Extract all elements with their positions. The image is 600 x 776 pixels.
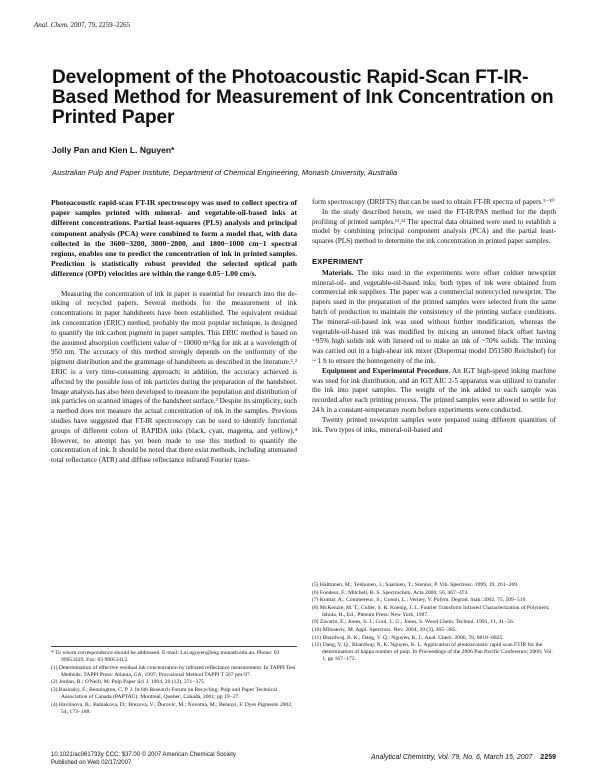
doi-line: 10.1021/ac061733y CCC: $37.00 © 2007 American Chemical Society bbox=[51, 752, 236, 758]
journal-issue: Analytical Chemistry, Vol. 79, No. 6, March 15, 2007 bbox=[370, 754, 533, 761]
affiliation: Australian Pulp and Paper Institute, Department of Chemical Engineering, Monash University, Australia bbox=[52, 168, 398, 177]
reference-item: (10) Milosevic, M. Appl. Spectrosc. Rev. 2004, 39 (3), 365−385. bbox=[312, 627, 457, 634]
published-line: Published on Web 02/17/2007 bbox=[51, 759, 132, 766]
reference-item: (9) Zavarin, E.; Jones, S. J.; Cool, L. G.; Jones, S. Wood Chem. Technol. 1991, 11, 41−56. bbox=[312, 619, 515, 626]
footer-left bbox=[51, 752, 236, 767]
body-paragraph: form spectroscopy (DRIFTS) that can be used to obtain FT-IR spectra of papers.⁵⁻¹⁰ bbox=[312, 198, 555, 206]
right-column bbox=[312, 198, 556, 435]
reference-item: (11) Bhardwaj, B. K.; Dang, V. Q.; Nguyen, K. L. Anal. Chem. 2006, 78, 6818−6825. bbox=[312, 634, 504, 641]
running-head bbox=[34, 21, 130, 29]
page-number: 2259 bbox=[540, 754, 556, 761]
section-heading: EXPERIMENT bbox=[312, 256, 364, 266]
reference-item: (4) Havlínova, B.; Babiakova, D.; Brezova, V.; Ďurovic, M.; Novotna, M.; Belanyi, F. Dyes Pigments 2002, 54, 173−188. bbox=[51, 701, 293, 715]
article-title: Development of the Photoacoustic Rapid-Scan FT-IR-Based Method for Measurement of Ink Concentration on Printed Paper bbox=[52, 67, 554, 128]
paragraph-text: The inks used in the experiments were offset coldset newsprint mineral-oil- and vegetable-oil-based inks; both types of ink were obtained from commercial ink suppliers. The paper was a commercial nonrecycled newsprint. The papers used in the preparation of the printed samples were selected from the same batch of production to maintain the consistency of the printing surface conditions. The mineral-oil-based ink was used without further modification, whereas the vegetable-oil-based ink was modified by mixing an untoned black offset having ~95% high solids ink with linseed oil to make an ink of ~70% solids. The mixing was carried out in a high-shear ink mixer (Dispermat model D51580 Reichshof) for ~ 1 h to ensure the homogeneity of the ink. bbox=[312, 268, 556, 365]
body-paragraph: In the study described herein, we used the FT-IR/PAS method for the depth profiling of printed samples.¹¹,¹² The spectral data obtained were used to establish a model by combining principal component analysis (PCA) and the partial least-squares (PLS) method to determine the ink concentration in printed paper samples. bbox=[312, 207, 556, 246]
references-right bbox=[312, 582, 556, 664]
footnote-correspondence: * To whom correspondence should be addressed. E-mail: Loi.nguyen@eng.monash.edu.au. Phone: 03 99053429. Fax: 03 99053413. bbox=[51, 650, 280, 664]
body-paragraph: Measuring the concentration of ink in paper is essential for research into the de-inking of recycled papers. Several methods for the measurement of ink concentrations in paper handsheets have been established. The equivalent residual ink concentration (ERIC) method, probably the most popular technique, is designed to quantify the ink carbon pigment in paper samples. This ERIC method is based on the assumed absorption coefficient value of ~10000 m²/kg for ink at a wavelength of 950 nm. The accuracy of this method strongly depends on the uniformity of the pigment distribution and the grammage of handsheets as described in the literature.¹,² ERIC is a very time-consuming approach; in addition, the accuracy achieved is affected by the possible loss of ink particles during the preparation of the handsheet. Image analysis has also been developed to measure the population and distribution of ink particles on scanned images of the handsheet surface.³ Despite its simplicity, such a method does not measure the actual concentration of ink in the samples. Previous studies have suggested that FT-IR spectroscopy can be used to identify functional groups of different colors of RAPIDA inks (black, cyan, magenta, and yellow).⁴ However, no attempt has yet been made to use this method to quantify the concentration of ink. It should be noted that there exist methods, including attenuated total reflectance (ATR) and diffuse reflectance infrared Fourier trans- bbox=[51, 289, 297, 465]
reference-item: (6) Fondeur, F.; Mitchell, B. S. Spectrochim. Acta 2000, 56, 467−473. bbox=[312, 589, 469, 596]
footer-right bbox=[330, 754, 556, 761]
runin-heading: Materials. bbox=[322, 268, 354, 277]
abstract: Photoacoustic rapid-scan FT-IR spectroscopy was used to collect spectra of paper samples printed with mineral- and vegetable-oil-based inks at different concentrations. Partial least-squares (PLS) analysis and principal component analysis (PCA) were combined to form a model that, with data collected in the 3600−3200, 3000−2800, and 1800−1000 cm−1 spectral regions, enables one to predict the concentration of ink in printed samples. Prediction is statistically robust provided the selected optical path difference (OPD) velocities are within the range 0.05−1.00 cm/s. bbox=[51, 198, 297, 279]
footnote-rule bbox=[51, 646, 297, 647]
reference-item: (3) Bazinsky, F.; Bennington, C. P. J. In 6th Research Forum on Recycling; Pulp and Paper Technical Association of Canada (PAPTAC): Montreal, Quebec, Canada, 2001; pp 19−27. bbox=[51, 686, 278, 701]
reference-item: (7) Kumar, A.; Commereuc, S.; Gonon, L.; Verney, V. Polym. Degrad. Stab. 2002, 75, 509−516. bbox=[312, 597, 527, 604]
body-paragraph: Twenty printed newsprint samples were prepared using different quantities of ink. Two types of inks, mineral-oil-based and bbox=[312, 415, 556, 434]
left-column bbox=[51, 198, 297, 466]
equipment-paragraph bbox=[312, 367, 556, 416]
runin-heading: Equipment and Experimental Procedure. bbox=[322, 366, 451, 375]
references-left bbox=[51, 646, 297, 716]
reference-item: (5) Halttunen, M.; Tenhunen, J.; Saarinen, T.; Stenius, P. Vib. Spectrosc. 1999, 19, 261−269. bbox=[312, 582, 519, 588]
reference-item: (1) Determination of effective residual ink concentration by infrared reflectance measurement. In TAPPI Test Methods; TAPPI Press: Atlanta, GA, 1997; Provisional Method TAPPI T 567 pm-97. bbox=[51, 664, 296, 678]
journal-abbrev: Anal. Chem. bbox=[34, 21, 69, 29]
paragraph-text: An IGT high-speed inking machine was used for ink distribution, and an IGT AIC 2-5 apparatus was utilized to transfer the ink into paper samples. The weight of the ink added to each sample was recorded after each printing process. The printed samples were allowed to settle for 24 h in a constant-temperature room before experiments were conducted. bbox=[312, 366, 557, 414]
authors: Jolly Pan and Kien L. Nguyen* bbox=[52, 145, 175, 155]
reference-item: (8) McKenzie, M. T.; Culler, S. R. Koenig, J. L. Fourier Transform Infrared Characterization of Polymers; Ishida, H., Ed.; Plenum Press: New York, 1987. bbox=[312, 604, 550, 618]
reference-item: (2) Jordan, B.; O'Neill, M. Pulp Paper Sci J. 1994, 20 (12), 371−375. bbox=[51, 679, 206, 686]
reference-item: (12) Dang, V. Q.; Bhardwaj, N. K. Nguyen, K. L. Application of photoacoustic rapid scan FTIR for the determination of kappa number of pulp. In Proceedings of the 2006 Pan Pacific Conference; 2006; Vol. 1, pp 167−172. bbox=[312, 642, 553, 663]
citation: 2007, 79, 2259–2265 bbox=[70, 21, 131, 29]
materials-paragraph bbox=[312, 269, 556, 367]
